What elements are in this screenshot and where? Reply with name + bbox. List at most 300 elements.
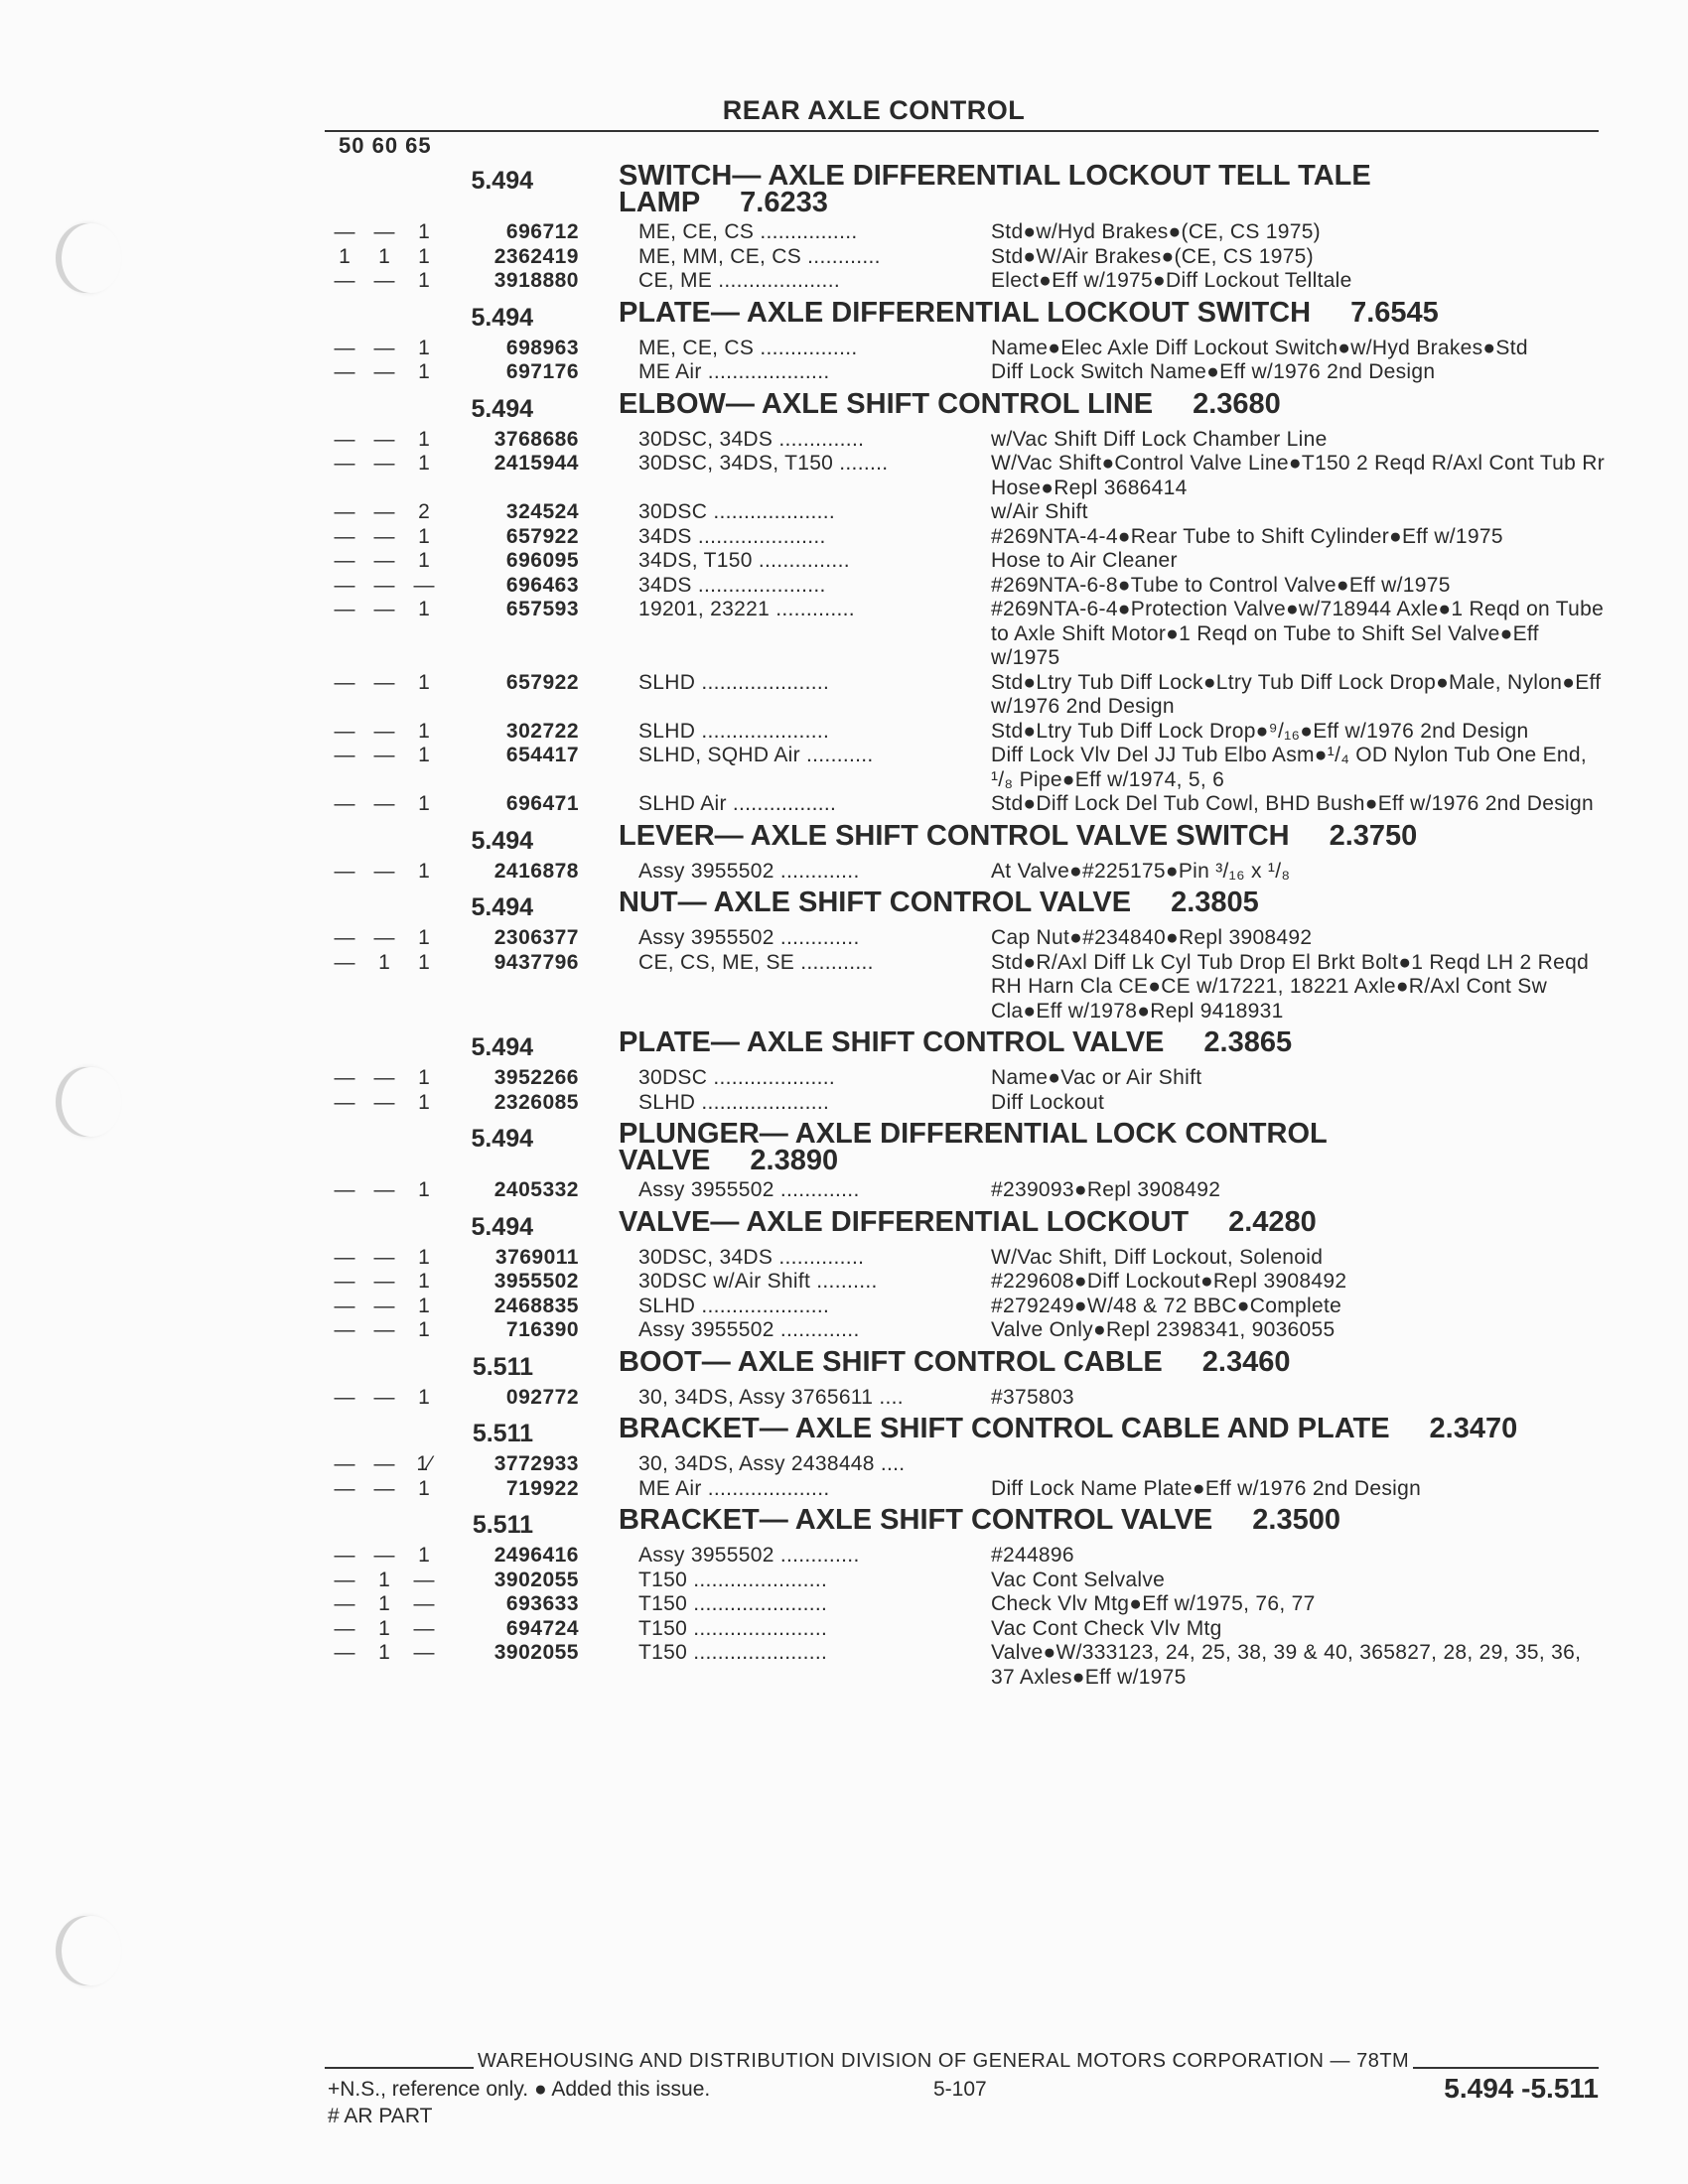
qty-50: —	[334, 427, 355, 451]
description: #375803	[991, 1385, 1074, 1409]
part-row	[325, 926, 1606, 951]
part-row	[325, 452, 1606, 500]
qty-60: —	[373, 452, 395, 475]
application: 30, 34DS, Assy 3765611 ....	[638, 1385, 904, 1409]
section-title-block	[619, 1205, 1606, 1238]
qty-50: —	[334, 744, 355, 766]
description: w/Vac Shift Diff Lock Chamber Line	[991, 427, 1328, 451]
qty-50: —	[334, 1066, 355, 1089]
title-rule	[325, 130, 1599, 132]
qty-50: —	[334, 1385, 355, 1409]
qty-50: —	[334, 1452, 355, 1475]
page-range: 5.494 -5.511	[1444, 2073, 1599, 2104]
section-title: PLUNGER— AXLE DIFFERENTIAL LOCK CONTROL VALVE	[619, 1118, 1328, 1176]
qty-60: —	[373, 427, 395, 451]
qty-65: 1	[418, 719, 430, 743]
part-number: 3918880	[493, 269, 579, 292]
qty-50: —	[334, 452, 355, 475]
qty-65: 1	[418, 1090, 430, 1114]
qty-60: —	[373, 549, 395, 572]
page-number: 5-107	[933, 2078, 987, 2101]
part-row	[325, 1544, 1606, 1569]
part-row	[325, 549, 1606, 574]
section-header	[325, 160, 1606, 218]
part-row	[325, 574, 1606, 599]
part-row	[325, 1066, 1606, 1091]
qty-50: —	[334, 1270, 355, 1293]
part-row	[325, 860, 1606, 885]
footnote-ar-part: # AR PART	[328, 2105, 433, 2127]
qty-50: —	[334, 1318, 355, 1341]
section-header	[325, 889, 1606, 922]
section	[325, 1205, 1606, 1343]
section-code: 5.494	[471, 303, 533, 332]
part-number: 696463	[505, 573, 579, 597]
section-header	[325, 1026, 1606, 1062]
qty-60: 1	[378, 244, 390, 268]
section-title: VALVE— AXLE DIFFERENTIAL LOCKOUT	[619, 1205, 1190, 1238]
section-code: 5.511	[472, 1352, 533, 1381]
part-number: 696712	[505, 220, 579, 243]
application: T150 ......................	[638, 1592, 828, 1615]
part-number: 3955502	[493, 1270, 579, 1293]
qty-50: —	[334, 1178, 355, 1201]
qty-50: —	[334, 573, 355, 597]
part-row	[325, 1318, 1606, 1343]
qty-50: —	[334, 524, 355, 548]
application: SLHD .....................	[638, 1294, 830, 1317]
qty-65: 1	[418, 360, 430, 383]
part-number: 302722	[505, 719, 579, 743]
application: SLHD .....................	[638, 670, 830, 694]
footer-division: WAREHOUSING AND DISTRIBUTION DIVISION OF GENERAL MOTORS CORPORATION — 78TM	[478, 2050, 1410, 2072]
description: Std●Ltry Tub Diff Lock●Ltry Tub Diff Lock Drop●Male, Nylon●Eff w/1976 2nd Design	[991, 670, 1602, 718]
part-number: 716390	[505, 1318, 579, 1341]
description: Name●Elec Axle Diff Lockout Switch●w/Hyd Brakes●Std	[991, 336, 1528, 359]
description: Std●w/Hyd Brakes●(CE, CS 1975)	[991, 220, 1321, 243]
qty-60: —	[373, 1270, 395, 1293]
application: ME Air ....................	[638, 360, 830, 383]
section-header	[325, 1413, 1606, 1448]
part-number: 3769011	[494, 1245, 579, 1269]
qty-60: —	[373, 1318, 395, 1341]
qty-65: 2	[418, 500, 430, 523]
qty-65: 1	[418, 244, 430, 268]
qty-65: 1	[418, 427, 430, 451]
description: Valve●W/333123, 24, 25, 38, 39 & 40, 365827, 28, 29, 35, 36, 37 Axles●Eff w/1975	[991, 1641, 1582, 1689]
part-row	[325, 525, 1606, 550]
description: Diff Lockout	[991, 1090, 1105, 1114]
section-title: BRACKET— AXLE SHIFT CONTROL VALVE	[619, 1504, 1213, 1536]
section-code: 5.494	[471, 893, 533, 921]
section	[325, 387, 1606, 817]
qty-65: 1	[418, 549, 430, 572]
section-header	[325, 1118, 1606, 1176]
part-number: 694724	[505, 1616, 579, 1640]
application: 34DS, T150 ...............	[638, 549, 850, 572]
qty-50: —	[334, 1641, 355, 1664]
qty-60: —	[373, 1090, 395, 1114]
section-reference: 7.6545	[1350, 296, 1439, 329]
qty-65: 1	[418, 1294, 430, 1317]
description: #269NTA-6-4●Protection Valve●w/718944 Axle●1 Reqd on Tube to Axle Shift Motor●1 Reqd on Tube to Shift Sel Valve●Eff w/1975	[991, 598, 1605, 669]
description: Hose to Air Cleaner	[991, 549, 1178, 572]
section	[325, 1413, 1606, 1501]
section	[325, 1026, 1606, 1115]
part-number: 697176	[505, 360, 579, 383]
application: CE, CS, ME, SE ............	[638, 950, 874, 974]
description: Elect●Eff w/1975●Diff Lockout Telltale	[991, 269, 1352, 292]
description: Vac Cont Check Vlv Mtg	[991, 1616, 1222, 1640]
qty-65: 1	[418, 598, 430, 620]
part-row	[325, 500, 1606, 525]
qty-65: 1	[418, 792, 430, 815]
part-row	[325, 1592, 1606, 1617]
qty-60: —	[373, 670, 395, 694]
application: CE, ME ....................	[638, 269, 840, 292]
description: #229608●Diff Lockout●Repl 3908492	[991, 1270, 1347, 1293]
section	[325, 1504, 1606, 1690]
part-number: 693633	[505, 1592, 579, 1615]
footer-rule-right	[1413, 2067, 1599, 2069]
qty-60: —	[373, 524, 395, 548]
part-row	[325, 1178, 1606, 1203]
application: SLHD, SQHD Air ...........	[638, 744, 874, 766]
section	[325, 160, 1606, 294]
description: At Valve●#225175●Pin ³/₁₆ x ¹/₈	[991, 859, 1291, 883]
application: Assy 3955502 .............	[638, 926, 860, 949]
section-header	[325, 819, 1606, 856]
description: Std●Diff Lock Del Tub Cowl, BHD Bush●Eff w/1976 2nd Design	[991, 792, 1594, 815]
part-number: 9437796	[493, 950, 579, 974]
section-title-block	[619, 1345, 1606, 1378]
qty-65: 1	[418, 1544, 430, 1567]
part-row	[325, 671, 1606, 720]
application: ME Air ....................	[638, 1476, 830, 1500]
qty-65: 1	[418, 859, 430, 883]
qty-65: 1	[418, 926, 430, 949]
qty-60: —	[373, 792, 395, 815]
description: Vac Cont Selvalve	[991, 1568, 1166, 1591]
part-row	[325, 1452, 1606, 1477]
qty-50: —	[334, 336, 355, 359]
part-row	[325, 245, 1606, 270]
qty-65: 1	[418, 670, 430, 694]
part-number: 719922	[505, 1476, 579, 1500]
description: Diff Lock Vlv Del JJ Tub Elbo Asm●¹/₄ OD Nylon Tub One End, ¹/₈ Pipe●Eff w/1974, 5, 6	[991, 744, 1587, 791]
section-code: 5.511	[472, 1511, 533, 1539]
description	[991, 1452, 1606, 1477]
application: SLHD .....................	[638, 1090, 830, 1114]
part-row	[325, 337, 1606, 361]
application: 30DSC ....................	[638, 500, 836, 523]
section-title-block	[619, 889, 1606, 916]
part-number: 2326085	[493, 1090, 579, 1114]
qty-60: —	[373, 573, 395, 597]
section-title-block	[619, 819, 1606, 852]
qty-65: 1	[418, 1476, 430, 1500]
qty-50: —	[334, 1294, 355, 1317]
part-row	[325, 1270, 1606, 1295]
part-number: 2405332	[493, 1178, 579, 1201]
part-number: 3768686	[493, 427, 579, 451]
section-title: ELBOW— AXLE SHIFT CONTROL LINE	[619, 387, 1154, 420]
part-number: 657593	[505, 598, 579, 620]
application: SLHD Air .................	[638, 792, 837, 815]
qty-50: —	[334, 1592, 355, 1615]
section	[325, 1345, 1606, 1411]
qty-60: 1	[378, 1641, 390, 1664]
description: #269NTA-4-4●Rear Tube to Shift Cylinder●Eff w/1975	[991, 524, 1503, 548]
section-title-block	[619, 296, 1606, 329]
qty-50: —	[334, 269, 355, 292]
section-title: PLATE— AXLE SHIFT CONTROL VALVE	[619, 1026, 1165, 1058]
section-reference: 2.3750	[1329, 819, 1418, 852]
qty-65: —	[413, 573, 435, 597]
section-header	[325, 387, 1606, 424]
part-row	[325, 220, 1606, 245]
qty-50: —	[334, 500, 355, 523]
section-title: LEVER— AXLE SHIFT CONTROL VALVE SWITCH	[619, 819, 1290, 852]
section-title-block	[619, 1026, 1606, 1058]
section	[325, 889, 1606, 1024]
qty-60: —	[373, 598, 395, 620]
part-row	[325, 1091, 1606, 1116]
section-reference: 2.3890	[750, 1145, 839, 1176]
qty-65: 1	[418, 1270, 430, 1293]
qty-60: 1	[378, 950, 390, 974]
qty-50: —	[334, 859, 355, 883]
part-row	[325, 360, 1606, 385]
part-row	[325, 1386, 1606, 1411]
section-code: 5.494	[471, 394, 533, 423]
description: #269NTA-6-8●Tube to Control Valve●Eff w/1975	[991, 573, 1451, 597]
section-reference: 2.3460	[1201, 1345, 1291, 1378]
application: 30, 34DS, Assy 2438448 ....	[638, 1452, 906, 1475]
qty-50: —	[334, 1476, 355, 1500]
part-row	[325, 598, 1606, 671]
part-number: 324524	[505, 500, 579, 523]
qty-65: 1	[418, 1178, 430, 1201]
qty-65: 1	[418, 1318, 430, 1341]
application: T150 ......................	[638, 1616, 828, 1640]
application: 30DSC, 34DS ..............	[638, 1245, 865, 1269]
section-reference: 2.3500	[1252, 1504, 1340, 1536]
section-title-block	[619, 1413, 1606, 1444]
section-title: SWITCH— AXLE DIFFERENTIAL LOCKOUT TELL TALE LAMP	[619, 160, 1371, 218]
section-reference: 7.6233	[740, 187, 828, 218]
qty-50: —	[334, 598, 355, 620]
description: Check Vlv Mtg●Eff w/1975, 76, 77	[991, 1592, 1316, 1615]
qty-65: 1	[418, 524, 430, 548]
section-reference: 2.4280	[1228, 1205, 1317, 1238]
section-header	[325, 1205, 1606, 1242]
qty-65: 1	[418, 1245, 430, 1269]
parts-sections	[325, 157, 1606, 1696]
description: Std●Ltry Tub Diff Lock Drop●⁹/₁₆●Eff w/1976 2nd Design	[991, 719, 1529, 743]
part-number: 3772933	[493, 1452, 579, 1475]
section-code: 5.494	[471, 826, 533, 855]
part-row	[325, 1641, 1606, 1690]
part-row	[325, 951, 1606, 1024]
part-row	[325, 1295, 1606, 1319]
section-header	[325, 1345, 1606, 1382]
application: T150 ......................	[638, 1641, 828, 1664]
section-title: BOOT— AXLE SHIFT CONTROL CABLE	[619, 1345, 1163, 1378]
description: Cap Nut●#234840●Repl 3908492	[991, 926, 1313, 949]
qty-60: —	[373, 859, 395, 883]
binder-hole-top	[62, 223, 121, 293]
application: Assy 3955502 .............	[638, 1318, 860, 1341]
qty-50: —	[334, 950, 355, 974]
section-title: NUT— AXLE SHIFT CONTROL VALVE	[619, 887, 1132, 918]
qty-60: —	[373, 336, 395, 359]
part-number: 3952266	[493, 1066, 579, 1089]
section-reference: 2.3805	[1171, 887, 1259, 918]
application: 30DSC, 34DS, T150 ........	[638, 452, 889, 475]
section-code: 5.494	[471, 1125, 533, 1153]
section-code: 5.494	[471, 167, 533, 195]
qty-65: 1	[418, 1385, 430, 1409]
part-number: 2362419	[493, 244, 579, 268]
description: Diff Lock Name Plate●Eff w/1976 2nd Design	[991, 1476, 1422, 1500]
qty-60: —	[373, 926, 395, 949]
qty-50: —	[334, 719, 355, 743]
part-number: 092772	[505, 1385, 579, 1409]
part-row	[325, 1569, 1606, 1593]
qty-60: —	[373, 1294, 395, 1317]
part-number: 3902055	[493, 1568, 579, 1591]
footer-rule-left	[325, 2067, 474, 2069]
qty-65: —	[413, 1592, 435, 1615]
part-row	[325, 792, 1606, 817]
qty-65: 1	[418, 744, 430, 766]
section	[325, 1118, 1606, 1203]
part-number: 696095	[505, 549, 579, 572]
part-row	[325, 720, 1606, 745]
description: Name●Vac or Air Shift	[991, 1066, 1202, 1089]
application: Assy 3955502 .............	[638, 859, 860, 883]
part-number: 654417	[505, 744, 579, 766]
section-title: PLATE— AXLE DIFFERENTIAL LOCKOUT SWITCH	[619, 296, 1312, 329]
part-number: 657922	[505, 670, 579, 694]
section-header	[325, 296, 1606, 333]
qty-50: —	[334, 1616, 355, 1640]
part-row	[325, 1617, 1606, 1642]
part-row	[325, 428, 1606, 453]
qty-65: —	[413, 1616, 435, 1640]
qty-60: —	[373, 269, 395, 292]
qty-60: —	[373, 1452, 395, 1475]
binder-hole-bottom	[62, 1916, 121, 1985]
qty-50: —	[334, 220, 355, 243]
part-number: 696471	[505, 792, 579, 815]
qty-60: 1	[378, 1616, 390, 1640]
qty-65: —	[413, 1568, 435, 1591]
qty-65: 1⁄	[416, 1452, 432, 1475]
part-row	[325, 1477, 1606, 1502]
qty-65: 1	[418, 220, 430, 243]
page-title: REAR AXLE CONTROL	[722, 95, 1026, 125]
qty-50: —	[334, 549, 355, 572]
section-code: 5.511	[472, 1420, 533, 1447]
part-row	[325, 744, 1606, 792]
application: Assy 3955502 .............	[638, 1178, 860, 1201]
part-number: 657922	[505, 524, 579, 548]
footnote-legend: +N.S., reference only. ● Added this issue.	[328, 2078, 711, 2101]
application: 30DSC ....................	[638, 1066, 836, 1089]
section	[325, 819, 1606, 885]
qty-50: —	[334, 360, 355, 383]
qty-50: —	[334, 1245, 355, 1269]
section-reference: 2.3865	[1203, 1026, 1293, 1058]
qty-60: —	[373, 744, 395, 766]
description: #244896	[991, 1544, 1074, 1567]
section-code: 5.494	[471, 1033, 533, 1061]
qty-60: —	[373, 1476, 395, 1500]
qty-50: 1	[339, 244, 351, 268]
application: ME, CE, CS ................	[638, 336, 858, 359]
qty-65: 1	[418, 950, 430, 974]
application: T150 ......................	[638, 1568, 828, 1591]
qty-60: —	[373, 360, 395, 383]
section-title: BRACKET— AXLE SHIFT CONTROL CABLE AND PLATE	[619, 1413, 1390, 1444]
part-number: 2306377	[493, 926, 579, 949]
section-title-block	[619, 387, 1606, 420]
qty-50: —	[334, 792, 355, 815]
qty-65: 1	[418, 269, 430, 292]
section-title-block	[619, 1118, 1606, 1176]
qty-50: —	[334, 1544, 355, 1567]
section-code: 5.494	[471, 1212, 533, 1241]
application: 30DSC w/Air Shift ..........	[638, 1270, 878, 1293]
qty-60: 1	[378, 1568, 390, 1591]
qty-50: —	[334, 1090, 355, 1114]
part-number: 2468835	[493, 1294, 579, 1317]
qty-50: —	[334, 670, 355, 694]
qty-60: —	[373, 719, 395, 743]
qty-60: —	[373, 500, 395, 523]
qty-50: —	[334, 926, 355, 949]
description: W/Vac Shift, Diff Lockout, Solenoid	[991, 1245, 1324, 1269]
application: ME, CE, CS ................	[638, 220, 858, 243]
part-number: 2416878	[493, 859, 579, 883]
section-reference: 2.3680	[1193, 387, 1281, 420]
section-reference: 2.3470	[1429, 1413, 1518, 1444]
description: W/Vac Shift●Control Valve Line●T150 2 Reqd R/Axl Cont Tub Rr Hose●Repl 3686414	[991, 452, 1606, 499]
part-number: 3902055	[493, 1641, 579, 1664]
qty-60: —	[373, 1178, 395, 1201]
description: Diff Lock Switch Name●Eff w/1976 2nd Design	[991, 360, 1436, 383]
description: w/Air Shift	[991, 500, 1088, 523]
section-header	[325, 1504, 1606, 1540]
application: 30DSC, 34DS ..............	[638, 427, 865, 451]
binder-hole-middle	[62, 1067, 121, 1137]
qty-60: —	[373, 1245, 395, 1269]
description: #279249●W/48 & 72 BBC●Complete	[991, 1294, 1342, 1317]
application: 34DS .....................	[638, 524, 826, 548]
qty-65: 1	[418, 1066, 430, 1089]
part-number: 698963	[505, 336, 579, 359]
description: Std●R/Axl Diff Lk Cyl Tub Drop El Brkt Bolt●1 Reqd LH 2 Reqd RH Harn Cla CE●CE w/17221, 18221 Axle●R/Axl Cont Sw Cla●Eff w/1978●Repl 9418931	[991, 950, 1590, 1023]
description: Valve Only●Repl 2398341, 9036055	[991, 1318, 1336, 1341]
application: Assy 3955502 .............	[638, 1544, 860, 1567]
part-number: 2415944	[493, 452, 579, 475]
description: #239093●Repl 3908492	[991, 1178, 1221, 1201]
application: 19201, 23221 .............	[638, 598, 855, 620]
qty-65: 1	[418, 336, 430, 359]
column-header: 50 60 65	[339, 133, 432, 158]
